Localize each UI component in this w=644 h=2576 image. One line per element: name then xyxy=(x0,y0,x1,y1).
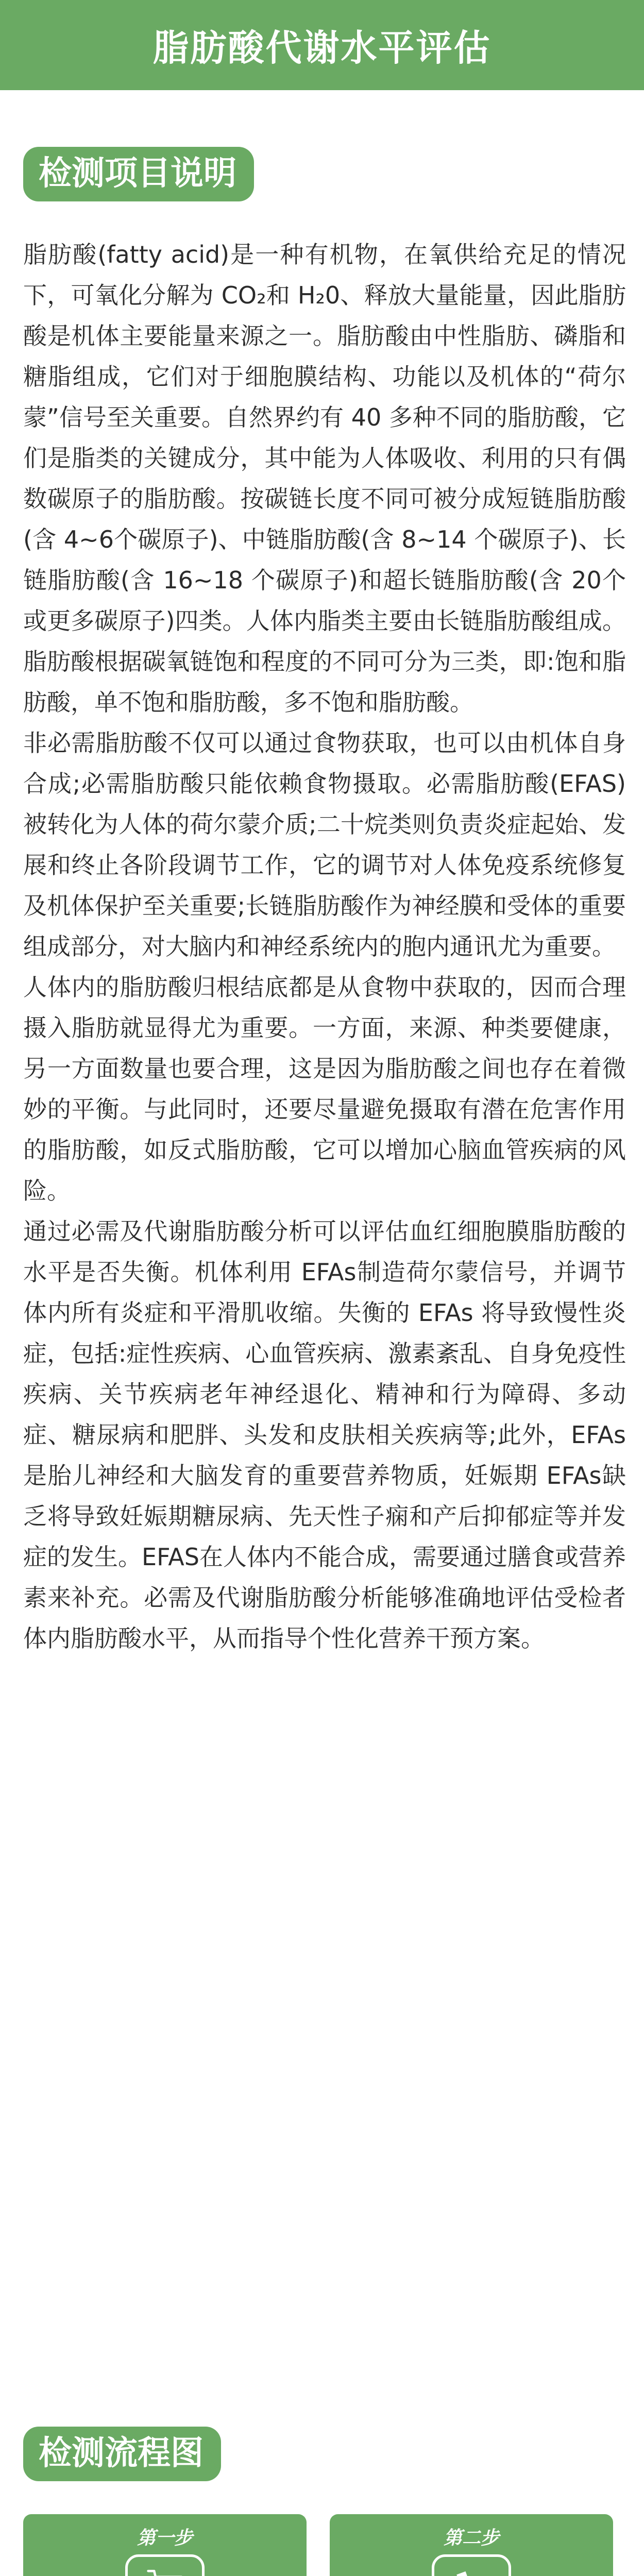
header-banner xyxy=(0,0,644,90)
step-number: 第一步 xyxy=(137,2528,193,2549)
step-card-purchase[interactable] xyxy=(23,2514,307,2576)
step-icon-frame xyxy=(432,2554,511,2576)
paragraph: 通过必需及代谢脂肪酸分析可以评估血红细胞膜脂肪酸的水平是否失衡。机体利用 EFAs制造荷尔蒙信号，并调节体内所有炎症和平滑肌收缩。失衡的 EFAs 将导致慢性炎症，包括:症性疾病、心血管疾病、激素紊乱、自身免疫性疾病、关节疾病老年神经退化、精神和行为障碍、多动症、糖尿病和肥胖、头发和皮肤相关疾病等;此外，EFAs是胎儿神经和大脑发育的重要营养物质，妊娠期 EFAs缺乏将导致妊娠期糖尿病、先天性子痫和产后抑郁症等并发症的发生。EFAS在人体内不能合成，需要通过膳食或营养素来补充。必需及代谢脂肪酸分析能够准确地评估受检者体内脂肪酸水平，从而指导个性化营养干预方案。 xyxy=(23,1217,626,1652)
description-body xyxy=(23,234,626,1659)
step-number: 第二步 xyxy=(443,2528,499,2549)
step-icon-frame xyxy=(125,2554,205,2576)
section-title-flowchart: 检测流程图 xyxy=(23,2427,221,2481)
paragraph: 人体内的脂肪酸归根结底都是从食物中获取的，因而合理摄入脂肪就显得尤为重要。一方面，来源、种类要健康，另一方面数量也要合理，这是因为脂肪酸之间也存在着微妙的平衡。与此同时，还要尽量避免摄取有潜在危害作用的脂肪酸，如反式脂肪酸，它可以增加心脑血管疾病的风险。 xyxy=(23,973,626,1205)
page-title: 脂肪酸代谢水平评估 xyxy=(152,27,492,69)
paragraph: 脂肪酸(fatty acid)是一种有机物，在氧供给充足的情况下，可氧化分解为 CO₂和 H₂0、释放大量能量，因此脂肪酸是机体主要能量来源之一。脂肪酸由中性脂肪、磷脂和糖脂组成，它们对于细胞膜结构、功能以及机体的“荷尔蒙”信号至关重要。自然界约有 40 多种不同的脂肪酸，它们是脂类的关键成分，其中能为人体吸收、利用的只有偶数碳原子的脂肪酸。按碳链长度不同可被分成短链脂肪酸(含 4~6个碳原子)、中链脂肪酸(含 8~14 个碳原子)、长链脂肪酸(含 16~18 个碳原子)和超长链脂肪酸(含 20个或更多碳原子)四类。人体内脂类主要由长链脂肪酸组成。脂肪酸根据碳氧链饱和程度的不同可分为三类，即:饱和脂肪酸，单不饱和脂肪酸，多不饱和脂肪酸。 xyxy=(23,241,626,716)
section-title-description: 检测项目说明 xyxy=(23,147,254,201)
delivery-truck-icon xyxy=(452,2566,490,2576)
step-card-receive-kit[interactable] xyxy=(330,2514,613,2576)
shopping-cart-icon xyxy=(146,2566,184,2576)
paragraph: 非必需脂肪酸不仅可以通过食物获取，也可以由机体自身合成;必需脂肪酸只能依赖食物摄取。必需脂肪酸(EFAS)被转化为人体的荷尔蒙介质;二十烷类则负责炎症起始、发展和终止各阶段调节工作，它的调节对人体免疫系统修复及机体保护至关重要;长链脂肪酸作为神经膜和受体的重要组成部分，对大脑内和神经系统内的胞内通讯尤为重要。 xyxy=(23,729,626,960)
